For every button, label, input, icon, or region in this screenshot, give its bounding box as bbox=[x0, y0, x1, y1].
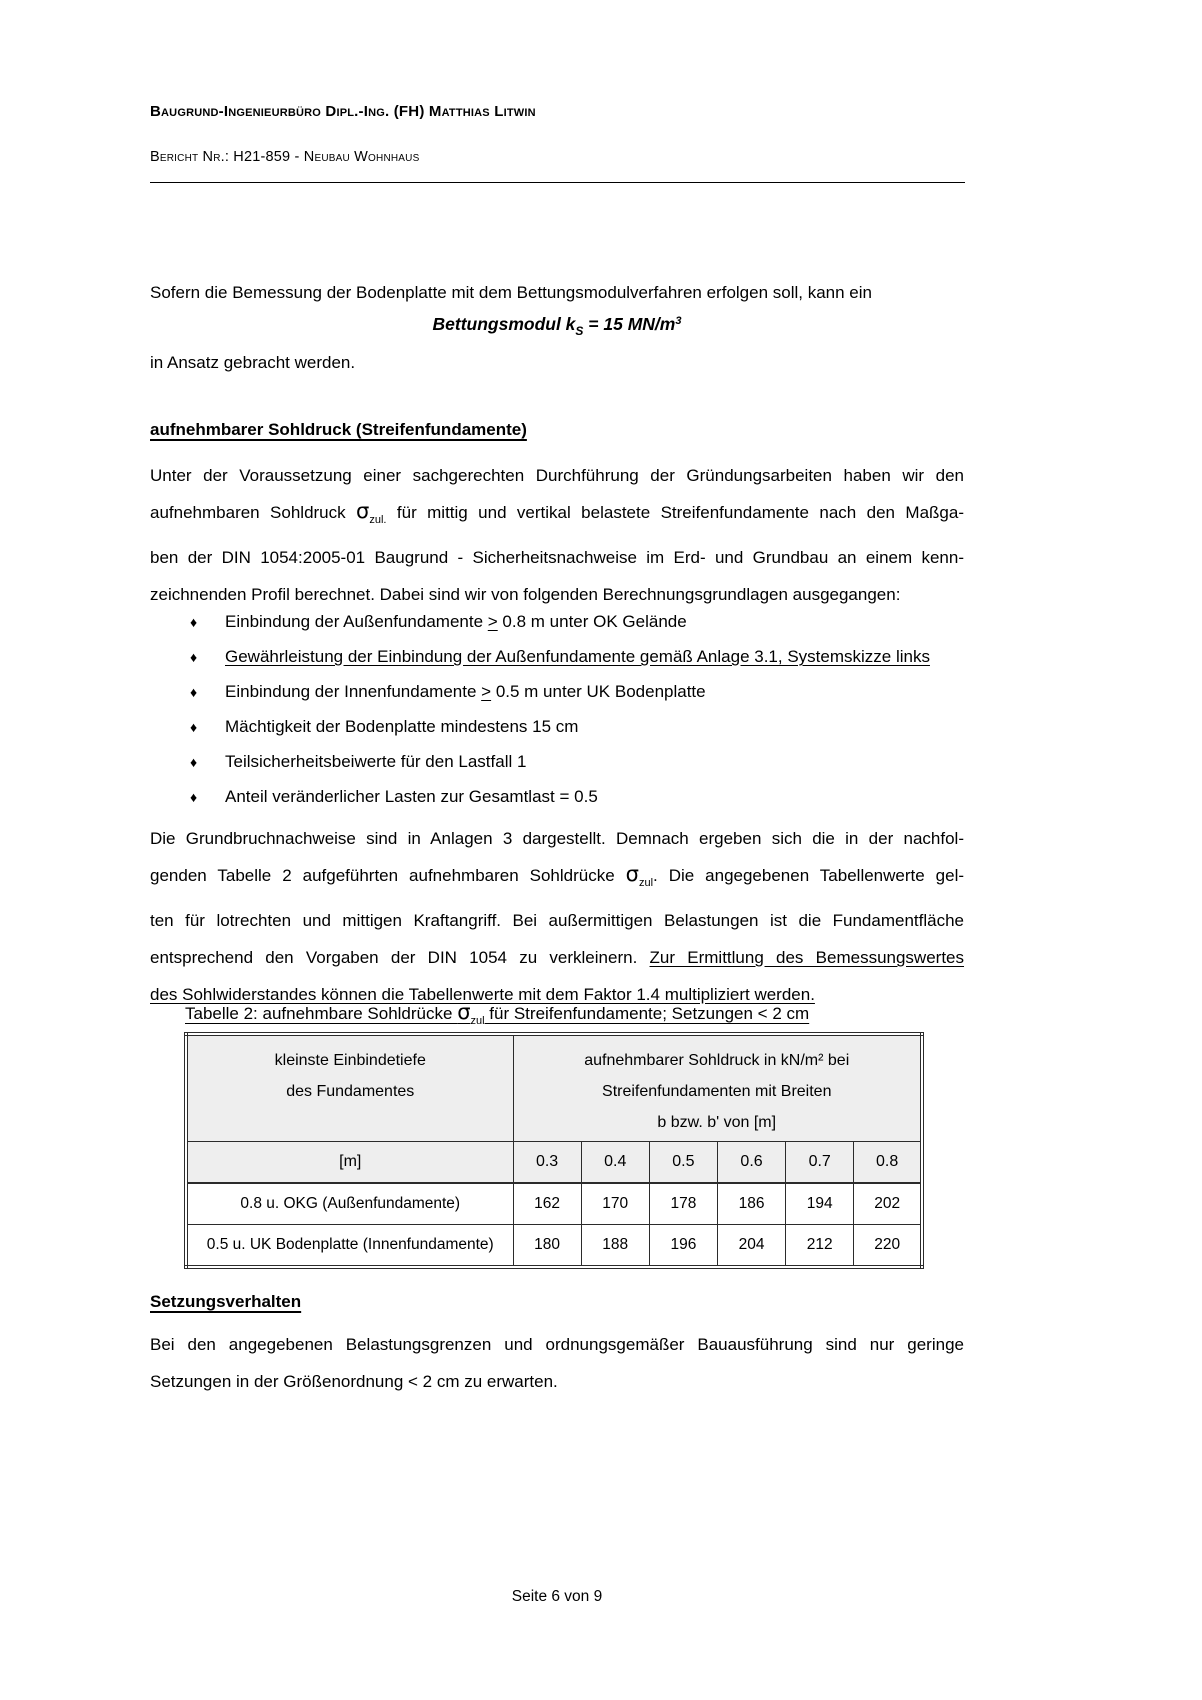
text-segment: für mittig und vertikal belastete Streifenfundamente nach den Maßga- bbox=[386, 503, 964, 522]
setzungsverhalten-paragraph bbox=[150, 1326, 964, 1400]
header-text-line: des Fundamentes bbox=[286, 1083, 415, 1100]
text-segment: Teilsicherheitsbeiwerte für den Lastfall 1 bbox=[225, 752, 527, 771]
section-heading-setzungsverhalten: Setzungsverhalten bbox=[150, 1292, 302, 1311]
width-cell: 0.6 bbox=[717, 1142, 785, 1184]
header-text-line: aufnehmbarer Sohldruck in kN/m² bei bbox=[584, 1052, 850, 1069]
text-segment: aufnehmbaren Sohldruck bbox=[150, 503, 357, 522]
text-line bbox=[150, 576, 964, 613]
text-segment: zul. bbox=[369, 514, 387, 526]
text-segment: zeichnenden Profil berechnet. Dabei sind wir von folgenden Berechnungsgrundlagen ausgegangen: bbox=[150, 585, 901, 604]
text-line bbox=[150, 939, 964, 976]
bullet-item bbox=[150, 715, 964, 739]
header-report-line: Bericht Nr.: H21-859 - Neubau Wohnhaus bbox=[150, 149, 420, 165]
text-segment: Einbindung der Außenfundamente bbox=[225, 612, 488, 631]
width-cell: 0.3 bbox=[513, 1142, 581, 1184]
text-segment: Tabelle 2: aufnehmbare Sohldrücke bbox=[185, 1004, 458, 1023]
width-cell: 0.5 bbox=[649, 1142, 717, 1184]
bullet-text bbox=[225, 785, 964, 809]
bullet-text bbox=[225, 715, 964, 739]
bullet-text bbox=[225, 610, 964, 634]
value-cell: 220 bbox=[854, 1225, 922, 1268]
text-segment: des Sohlwiderstandes können die Tabellenwerte mit dem Faktor 1.4 multipliziert werden. bbox=[150, 985, 815, 1004]
width-cell: 0.4 bbox=[581, 1142, 649, 1184]
assumption-bullet-list bbox=[150, 610, 964, 820]
table-header-pressure bbox=[513, 1034, 922, 1142]
table-caption bbox=[185, 1000, 945, 1027]
value-cell: 202 bbox=[854, 1183, 922, 1225]
text-segment: Unter der Voraussetzung einer sachgerechten Durchführung der Gründungsarbeiten haben wir den bbox=[150, 466, 964, 485]
header-text-line: b bzw. b' von [m] bbox=[657, 1114, 777, 1131]
diamond-bullet-icon: ♦ bbox=[190, 684, 198, 700]
text-segment: zul bbox=[470, 1015, 485, 1027]
value-cell: 178 bbox=[649, 1183, 717, 1225]
diamond-bullet-icon: ♦ bbox=[190, 649, 198, 665]
text-segment: . Die angegebenen Tabellenwerte gel- bbox=[653, 866, 965, 885]
value-cell: 170 bbox=[581, 1183, 649, 1225]
sohldruck-paragraph-2 bbox=[150, 820, 964, 1013]
text-line bbox=[150, 1363, 964, 1400]
diamond-bullet-icon: ♦ bbox=[190, 614, 198, 630]
text-segment: > bbox=[487, 612, 498, 631]
width-cell: 0.8 bbox=[854, 1142, 922, 1184]
value-cell: 204 bbox=[717, 1225, 785, 1268]
text-segment: 0.8 m unter OK Gelände bbox=[497, 612, 687, 631]
bullet-text bbox=[225, 750, 964, 774]
text-segment: Setzungen in der Größenordnung < 2 cm zu erwarten. bbox=[150, 1372, 558, 1391]
sohldruck-paragraph-1 bbox=[150, 457, 964, 613]
table-row bbox=[186, 1225, 922, 1268]
header-text-line: Streifenfundamenten mit Breiten bbox=[602, 1083, 832, 1100]
row-label: 0.5 u. UK Bodenplatte (Innenfundamente) bbox=[186, 1225, 513, 1268]
bullet-item bbox=[150, 610, 964, 634]
intro-line: Sofern die Bemessung der Bodenplatte mit dem Bettungsmodulverfahren erfolgen soll, kann ein bbox=[150, 283, 872, 302]
text-segment: S bbox=[575, 324, 584, 338]
value-cell: 194 bbox=[786, 1183, 854, 1225]
value-cell: 196 bbox=[649, 1225, 717, 1268]
header-divider bbox=[150, 182, 965, 183]
text-segment: = 15 MN/m bbox=[583, 314, 676, 334]
text-segment: Einbindung der Innenfundamente bbox=[225, 682, 482, 701]
text-segment: 3 bbox=[675, 315, 682, 327]
text-segment: Bei den angegebenen Belastungsgrenzen und ordnungsgemäßer Bauausführung sind nur geringe bbox=[150, 1335, 964, 1354]
table-row bbox=[186, 1183, 922, 1225]
header-firm-line: Baugrund-Ingenieurbüro Dipl.-Ing. (FH) Matthias Litwin bbox=[150, 103, 536, 120]
value-cell: 162 bbox=[513, 1183, 581, 1225]
value-cell: 186 bbox=[717, 1183, 785, 1225]
text-segment: σ bbox=[625, 862, 639, 886]
text-segment: ten für lotrechten und mittigen Kraftangriff. Bei außermittigen Belastungen ist die Fundamentfläche bbox=[150, 911, 964, 930]
bettungsmodul-formula bbox=[150, 314, 964, 338]
text-segment: Bettungsmodul k bbox=[432, 314, 576, 334]
text-segment: für Streifenfundamente; Setzungen < 2 cm bbox=[484, 1004, 810, 1023]
text-segment: 0.5 m unter UK Bodenplatte bbox=[491, 682, 706, 701]
diamond-bullet-icon: ♦ bbox=[190, 754, 198, 770]
page-footer: Seite 6 von 9 bbox=[511, 1588, 603, 1605]
value-cell: 180 bbox=[513, 1225, 581, 1268]
text-segment: genden Tabelle 2 aufgeführten aufnehmbaren Sohldrücke bbox=[150, 866, 626, 885]
table-header-depth bbox=[186, 1034, 513, 1142]
soil-pressure-table bbox=[184, 1032, 924, 1269]
text-segment: Anteil veränderlicher Lasten zur Gesamtlast = 0.5 bbox=[225, 787, 598, 806]
unit-cell: [m] bbox=[186, 1142, 513, 1184]
text-segment: σ bbox=[457, 1000, 471, 1024]
bullet-item bbox=[150, 680, 964, 704]
text-line bbox=[150, 902, 964, 939]
bullet-item bbox=[150, 645, 964, 669]
diamond-bullet-icon: ♦ bbox=[190, 789, 198, 805]
text-line bbox=[150, 820, 964, 857]
text-line bbox=[150, 857, 964, 902]
text-segment: Zur Ermittlung des Bemessungswertes bbox=[649, 948, 965, 967]
text-line bbox=[150, 539, 964, 576]
diamond-bullet-icon: ♦ bbox=[190, 719, 198, 735]
text-segment: entsprechend den Vorgaben der DIN 1054 zu verkleinern. bbox=[150, 948, 650, 967]
bullet-item bbox=[150, 750, 964, 774]
text-segment: Die Grundbruchnachweise sind in Anlagen 3 dargestellt. Demnach ergeben sich die in der nachfol- bbox=[150, 829, 964, 848]
text-segment: zul bbox=[638, 877, 654, 889]
text-line bbox=[150, 457, 964, 494]
header-text-line: kleinste Einbindetiefe bbox=[274, 1052, 426, 1069]
text-segment: > bbox=[481, 682, 492, 701]
intro-line: in Ansatz gebracht werden. bbox=[150, 353, 356, 372]
section-heading-sohldruck: aufnehmbarer Sohldruck (Streifenfundamente) bbox=[150, 420, 527, 439]
bullet-item bbox=[150, 785, 964, 809]
text-line bbox=[150, 494, 964, 539]
row-label: 0.8 u. OKG (Außenfundamente) bbox=[186, 1183, 513, 1225]
text-segment: ben der DIN 1054:2005-01 Baugrund - Sicherheitsnachweise im Erd- und Grundbau an einem kenn- bbox=[150, 548, 964, 567]
text-line bbox=[150, 1326, 964, 1363]
width-cell: 0.7 bbox=[786, 1142, 854, 1184]
value-cell: 188 bbox=[581, 1225, 649, 1268]
text-segment: σ bbox=[356, 499, 370, 523]
text-segment: Mächtigkeit der Bodenplatte mindestens 15 cm bbox=[225, 717, 579, 736]
bullet-text bbox=[225, 645, 964, 669]
text-segment: Gewährleistung der Einbindung der Außenfundamente gemäß Anlage 3.1, Systemskizze links bbox=[225, 647, 930, 666]
bullet-text bbox=[225, 680, 964, 704]
value-cell: 212 bbox=[786, 1225, 854, 1268]
